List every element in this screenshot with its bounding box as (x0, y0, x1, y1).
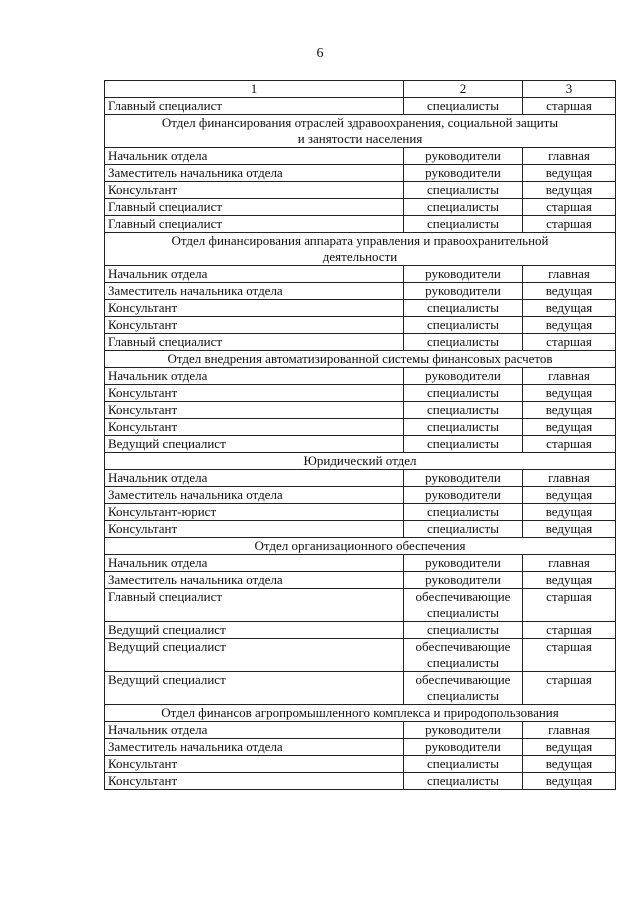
position-row (105, 300, 616, 317)
position-cell: Заместитель начальника отдела (105, 572, 404, 589)
group-cell: старшая (523, 216, 616, 233)
department-heading-row (105, 453, 616, 470)
position-cell: Заместитель начальника отдела (105, 487, 404, 504)
group-cell: главная (523, 555, 616, 572)
group-cell: ведущая (523, 419, 616, 436)
group-cell: старшая (523, 334, 616, 351)
category-cell: специалисты (404, 402, 523, 419)
position-cell: Консультант (105, 385, 404, 402)
department-heading-row (105, 538, 616, 555)
header-col-3: 3 (523, 81, 616, 98)
category-cell: руководители (404, 555, 523, 572)
department-heading (105, 538, 616, 555)
position-row (105, 639, 616, 672)
department-heading (105, 705, 616, 722)
position-cell: Начальник отдела (105, 148, 404, 165)
position-cell: Консультант (105, 419, 404, 436)
group-cell: старшая (523, 589, 616, 622)
group-cell: ведущая (523, 756, 616, 773)
group-cell: ведущая (523, 182, 616, 199)
group-cell: ведущая (523, 283, 616, 300)
category-cell: специалисты (404, 317, 523, 334)
position-cell: Консультант (105, 317, 404, 334)
position-row (105, 773, 616, 790)
department-title: Отдел финансов агропромышленного комплекса и природопользования (161, 705, 559, 720)
position-cell: Консультант-юрист (105, 504, 404, 521)
position-row (105, 504, 616, 521)
category-cell: специалисты (404, 216, 523, 233)
position-row (105, 572, 616, 589)
group-cell: ведущая (523, 572, 616, 589)
position-row (105, 266, 616, 283)
department-heading-row (105, 351, 616, 368)
group-cell: старшая (523, 622, 616, 639)
position-row (105, 165, 616, 182)
group-cell: ведущая (523, 300, 616, 317)
group-cell: старшая (523, 199, 616, 216)
group-cell: ведущая (523, 487, 616, 504)
header-col-1: 1 (105, 81, 404, 98)
header-row (105, 81, 616, 98)
staffing-table (104, 80, 616, 790)
department-title: Отдел организационного обеспечения (254, 538, 466, 553)
category-cell: специалисты (404, 199, 523, 216)
position-row (105, 334, 616, 351)
group-cell: ведущая (523, 385, 616, 402)
position-row (105, 739, 616, 756)
position-row (105, 402, 616, 419)
category-cell: руководители (404, 739, 523, 756)
category-cell: руководители (404, 487, 523, 504)
category-cell: специалисты (404, 385, 523, 402)
category-cell: специалисты (404, 182, 523, 199)
category-cell: специалисты (404, 419, 523, 436)
position-row (105, 419, 616, 436)
category-cell: руководители (404, 722, 523, 739)
position-row (105, 470, 616, 487)
category-cell: специалисты (404, 300, 523, 317)
category-cell: руководители (404, 283, 523, 300)
category-cell: специалисты (404, 773, 523, 790)
position-row (105, 283, 616, 300)
position-row (105, 317, 616, 334)
group-cell: главная (523, 368, 616, 385)
category-cell: руководители (404, 470, 523, 487)
position-cell: Начальник отдела (105, 470, 404, 487)
category-cell: обеспечивающие специалисты (404, 589, 523, 622)
position-cell: Главный специалист (105, 216, 404, 233)
group-cell: главная (523, 722, 616, 739)
header-col-2: 2 (404, 81, 523, 98)
department-title-line2: деятельности (322, 249, 398, 264)
position-cell: Начальник отдела (105, 555, 404, 572)
position-row (105, 622, 616, 639)
position-cell: Ведущий специалист (105, 436, 404, 453)
category-cell: руководители (404, 572, 523, 589)
position-row (105, 385, 616, 402)
category-cell: специалисты (404, 504, 523, 521)
category-cell: специалисты (404, 622, 523, 639)
position-row (105, 756, 616, 773)
position-cell: Главный специалист (105, 199, 404, 216)
category-cell: руководители (404, 148, 523, 165)
position-cell: Начальник отдела (105, 722, 404, 739)
group-cell: ведущая (523, 402, 616, 419)
position-cell: Консультант (105, 773, 404, 790)
group-cell: ведущая (523, 773, 616, 790)
position-cell: Главный специалист (105, 98, 404, 115)
group-cell: главная (523, 266, 616, 283)
department-heading-row (105, 115, 616, 148)
position-cell: Ведущий специалист (105, 622, 404, 639)
position-cell: Заместитель начальника отдела (105, 165, 404, 182)
department-heading (105, 351, 616, 368)
group-cell: ведущая (523, 165, 616, 182)
position-row (105, 199, 616, 216)
group-cell: ведущая (523, 521, 616, 538)
category-cell: специалисты (404, 756, 523, 773)
position-cell: Главный специалист (105, 334, 404, 351)
position-row (105, 98, 616, 115)
position-cell: Главный специалист (105, 589, 404, 622)
category-cell: руководители (404, 266, 523, 283)
position-cell: Ведущий специалист (105, 672, 404, 705)
position-row (105, 722, 616, 739)
group-cell: старшая (523, 98, 616, 115)
department-title: Отдел финансирования отраслей здравоохранения, социальной защиты (161, 115, 559, 130)
department-title: Отдел внедрения автоматизированной системы финансовых расчетов (167, 351, 553, 366)
group-cell: старшая (523, 672, 616, 705)
department-heading (105, 233, 616, 266)
group-cell: ведущая (523, 739, 616, 756)
category-cell: специалисты (404, 334, 523, 351)
position-cell: Начальник отдела (105, 266, 404, 283)
group-cell: ведущая (523, 504, 616, 521)
position-cell: Начальник отдела (105, 368, 404, 385)
group-cell: главная (523, 470, 616, 487)
category-cell: специалисты (404, 436, 523, 453)
position-cell: Консультант (105, 521, 404, 538)
position-cell: Консультант (105, 756, 404, 773)
category-cell: специалисты (404, 98, 523, 115)
position-cell: Заместитель начальника отдела (105, 283, 404, 300)
position-row (105, 521, 616, 538)
category-cell: обеспечивающие специалисты (404, 639, 523, 672)
category-cell: руководители (404, 368, 523, 385)
group-cell: ведущая (523, 317, 616, 334)
department-heading-row (105, 233, 616, 266)
department-title-line2: и занятости населения (297, 131, 423, 146)
position-row (105, 672, 616, 705)
position-row (105, 436, 616, 453)
position-row (105, 487, 616, 504)
department-heading (105, 453, 616, 470)
position-row (105, 368, 616, 385)
category-cell: руководители (404, 165, 523, 182)
position-row (105, 216, 616, 233)
position-cell: Консультант (105, 182, 404, 199)
category-cell: обеспечивающие специалисты (404, 672, 523, 705)
department-title: Юридический отдел (303, 453, 417, 468)
position-row (105, 589, 616, 622)
department-heading-row (105, 705, 616, 722)
position-row (105, 148, 616, 165)
category-cell: специалисты (404, 521, 523, 538)
position-cell: Консультант (105, 300, 404, 317)
page-number: 6 (316, 46, 324, 61)
department-title: Отдел финансирования аппарата управления и правоохранительной (171, 233, 549, 248)
group-cell: главная (523, 148, 616, 165)
group-cell: старшая (523, 639, 616, 672)
group-cell: старшая (523, 436, 616, 453)
position-cell: Консультант (105, 402, 404, 419)
position-row (105, 555, 616, 572)
department-heading (105, 115, 616, 148)
position-cell: Заместитель начальника отдела (105, 739, 404, 756)
position-row (105, 182, 616, 199)
position-cell: Ведущий специалист (105, 639, 404, 672)
staffing-table-body (105, 81, 616, 790)
